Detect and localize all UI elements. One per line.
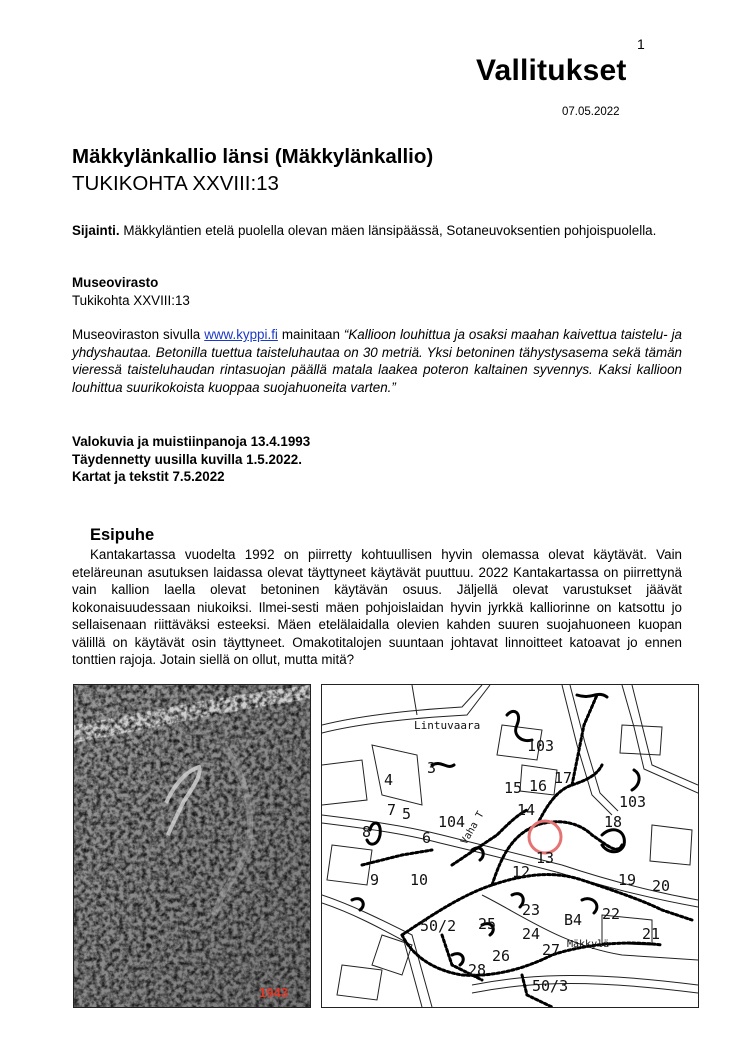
map-label: 12 (512, 863, 531, 881)
map-labels (362, 719, 670, 995)
kyppi-link[interactable]: www.kyppi.fi (204, 327, 278, 342)
photo-year-label: 1943 (259, 985, 288, 1000)
map-label: 103 (527, 737, 555, 755)
location-label: Sijainti. (72, 223, 120, 238)
map-label: 5 (402, 805, 412, 823)
document-date: 07.05.2022 (562, 106, 620, 118)
map-label: 50/3 (532, 977, 569, 995)
preface-heading: Esipuhe (90, 526, 155, 544)
page-number: 1 (637, 36, 645, 52)
map-label: 22 (602, 905, 621, 923)
map-label: Vaha T (459, 809, 487, 847)
quote-mid: mainitaan (277, 327, 344, 342)
map-label: 21 (642, 925, 661, 943)
document-title: Vallitukset (476, 54, 627, 87)
quote-text: “Kallioon louhittua ja osaksi maahan kaivettua taistelu- ja yhdyshautaa. Betonilla tuettua taisteluhautaa on 30 metriä. Yksi betoninen tähystysasema sekä tämän vieressä taisteluhaudan rintasuojan päällä matala laakea poteron kaltainen syvennys. Kaksi kallioon louhittua suurikokoista kuoppaa suojahuoneita varten.” (72, 327, 682, 395)
map-label: 17 (554, 769, 573, 787)
map-label: 6 (422, 829, 432, 847)
map-label: 20 (652, 877, 671, 895)
preface-text: Kantakartassa vuodelta 1992 on piirretty kohtuullisen hyvin olemassa olevat käytävät. Vain eteläreunan asutuksen laidassa olevat täyttyneet käytävät puuttuu. 2022 Kantakartassa on piirrettynä vain kallion laella olevat betoninen käytävän osuus. Jäljellä olevat varustukset jäävät kokonaisuudessaan niukoiksi. Ilmei-sesti mäen pohjoislaidan hyvin jyrkkä kalliorinne on katsottu jo sellaisenaan riittäväksi esteeksi. Mäen etelälaidalla olevien kahden suuren suojahuoneen kuopan välillä on käytävät osin täyttyneet. Omakotitalojen suuntaan johtavat linnoitteet katoavat jo ennen tonttien rajoja. Jotain siellä on ollut, mutta mitä? (72, 547, 682, 667)
map-label: B4 (564, 911, 583, 929)
site-map-drawing (322, 685, 698, 1007)
site-title: Mäkkylänkallio länsi (Mäkkylänkallio) (72, 145, 434, 168)
map-label: 15 (504, 779, 523, 797)
map-label: 28 (468, 961, 487, 979)
map-label: 25 (478, 915, 497, 933)
site-subtitle: TUKIKOHTA XXVIII:13 (72, 172, 279, 195)
museum-line: Tukikohta XXVIII:13 (72, 292, 190, 308)
location-paragraph (72, 222, 682, 240)
map-label: 27 (542, 941, 561, 959)
map-label: Lintuvaara (414, 719, 481, 732)
dates-block (72, 433, 682, 486)
map-label: 24 (522, 925, 541, 943)
aerial-photo-image (74, 685, 310, 1007)
quote-paragraph (72, 326, 682, 396)
location-text: Mäkkyläntien etelä puolella olevan mäen länsipäässä, Sotaneuvoksentien pohjoispuolella. (119, 223, 657, 238)
map-label: 18 (604, 813, 623, 831)
map-label: 19 (618, 871, 637, 889)
date-line: Kartat ja tekstit 7.5.2022 (72, 469, 225, 484)
map-label: 7 (387, 801, 397, 819)
map-label: 9 (370, 871, 380, 889)
map-label: 10 (410, 871, 429, 889)
map-label: 3 (427, 759, 437, 777)
map-label: 26 (492, 947, 511, 965)
date-line: Täydennetty uusilla kuvilla 1.5.2022. (72, 451, 302, 467)
map-label: 103 (619, 793, 647, 811)
map-label: 14 (517, 801, 536, 819)
map-label: 16 (529, 777, 548, 795)
site-map (321, 684, 699, 1008)
quote-prefix: Museoviraston sivulla (72, 327, 205, 342)
map-label: 13 (536, 849, 555, 867)
map-label: 8 (362, 823, 372, 841)
map-label: 4 (384, 771, 394, 789)
museum-heading: Museovirasto (72, 275, 159, 290)
map-label: Mäkkylä (567, 939, 610, 950)
aerial-photo (73, 684, 311, 1008)
map-label: 104 (438, 813, 466, 831)
museum-block (72, 274, 682, 309)
map-label: 50/2 (420, 917, 457, 935)
map-label: 23 (522, 901, 541, 919)
date-line: Valokuvia ja muistiinpanoja 13.4.1993 (72, 434, 311, 449)
